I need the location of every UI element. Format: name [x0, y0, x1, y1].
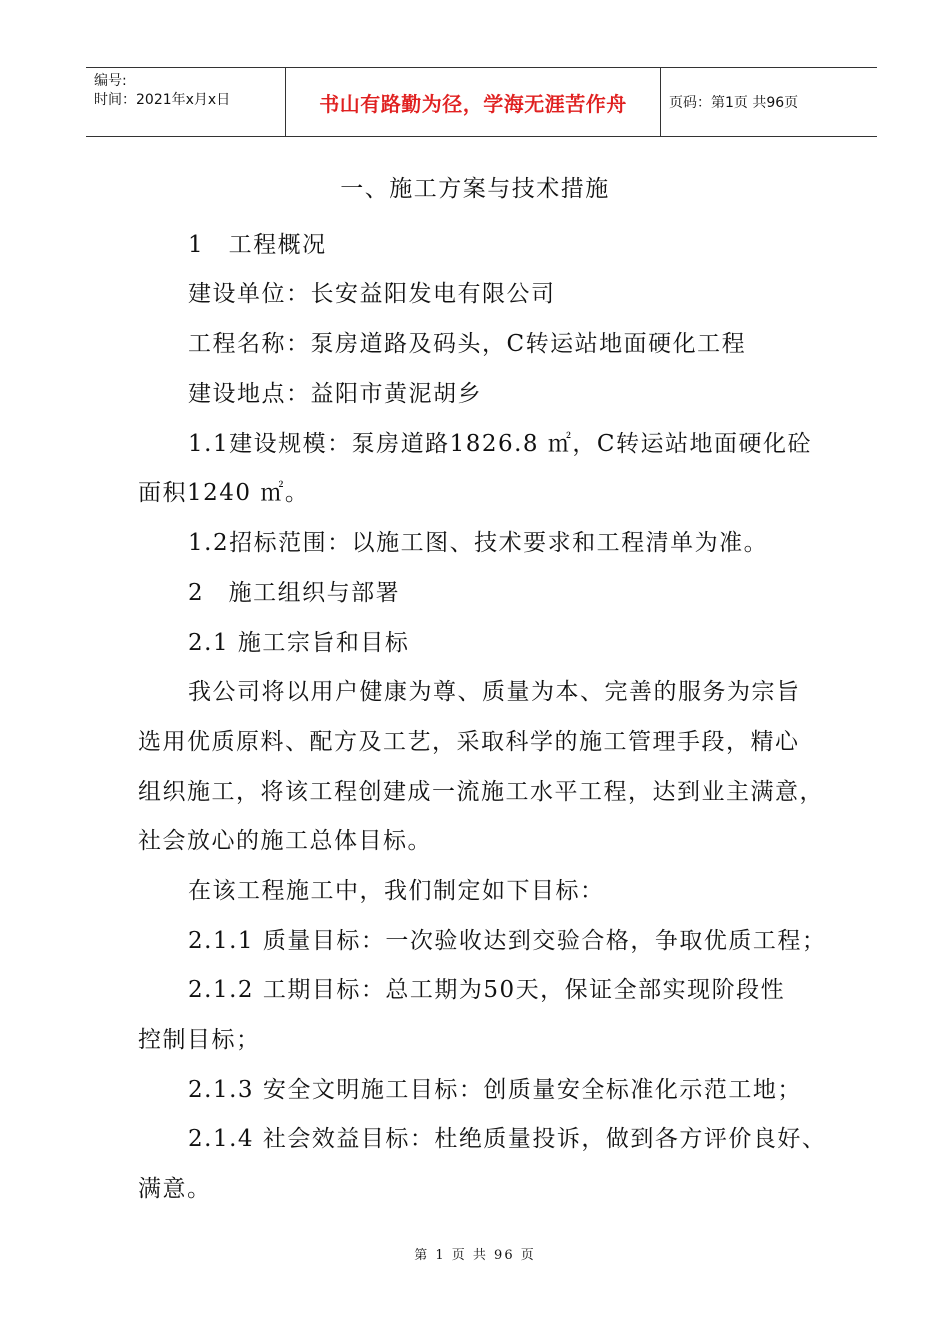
paragraph-line: 面积1240 ㎡。 — [138, 480, 310, 506]
paragraph-line: 工程名称：泵房道路及码头，C转运站地面硬化工程 — [188, 331, 747, 357]
number-label: 编号: — [94, 73, 127, 89]
time-label: 时间：2021年x月x日 — [94, 92, 231, 108]
paragraph-line: 建设地点：益阳市黄泥胡乡 — [188, 381, 482, 407]
paragraph-line: 2.1.4 社会效益目标：杜绝质量投诉，做到各方评价良好、 — [188, 1126, 827, 1152]
paragraph-line: 组织施工，将该工程创建成一流施工水平工程，达到业主满意， — [138, 779, 824, 805]
paragraph-line: 1.2招标范围：以施工图、技术要求和工程清单为准。 — [188, 530, 769, 556]
header-motto: 书山有路勤为径，学海无涯苦作舟 — [286, 68, 661, 136]
subsection-heading: 2.1 施工宗旨和目标 — [188, 630, 410, 656]
section-heading: 1 工程概况 — [188, 232, 327, 258]
page-footer: 第 1 页 共 96 页 — [414, 1248, 536, 1263]
paragraph-line: 2.1.2 工期目标：总工期为50天，保证全部实现阶段性 — [188, 977, 786, 1003]
paragraph-line: 我公司将以用户健康为尊、质量为本、完善的服务为宗旨 — [188, 679, 801, 705]
paragraph-line: 控制目标； — [138, 1027, 261, 1053]
paragraph-line: 2.1.1 质量目标：一次验收达到交验合格，争取优质工程； — [188, 928, 827, 954]
paragraph-line: 1.1建设规模：泵房道路1826.8 ㎡，C转运站地面硬化砼 — [188, 431, 812, 457]
header-meta — [86, 68, 286, 136]
paragraph-line: 社会放心的施工总体目标。 — [138, 828, 432, 854]
document-title: 一、施工方案与技术措施 — [340, 176, 610, 202]
paragraph-line: 满意。 — [138, 1176, 212, 1202]
paragraph-line: 建设单位：长安益阳发电有限公司 — [188, 281, 556, 307]
paragraph-line: 在该工程施工中，我们制定如下目标： — [188, 878, 605, 904]
header-page-code: 页码：第1页 共96页 — [669, 95, 799, 111]
paragraph-line: 2.1.3 安全文明施工目标：创质量安全标准化示范工地； — [188, 1077, 802, 1103]
page-header — [86, 67, 877, 137]
paragraph-line: 选用优质原料、配方及工艺，采取科学的施工管理手段，精心 — [138, 729, 800, 755]
section-heading: 2 施工组织与部署 — [188, 580, 401, 606]
